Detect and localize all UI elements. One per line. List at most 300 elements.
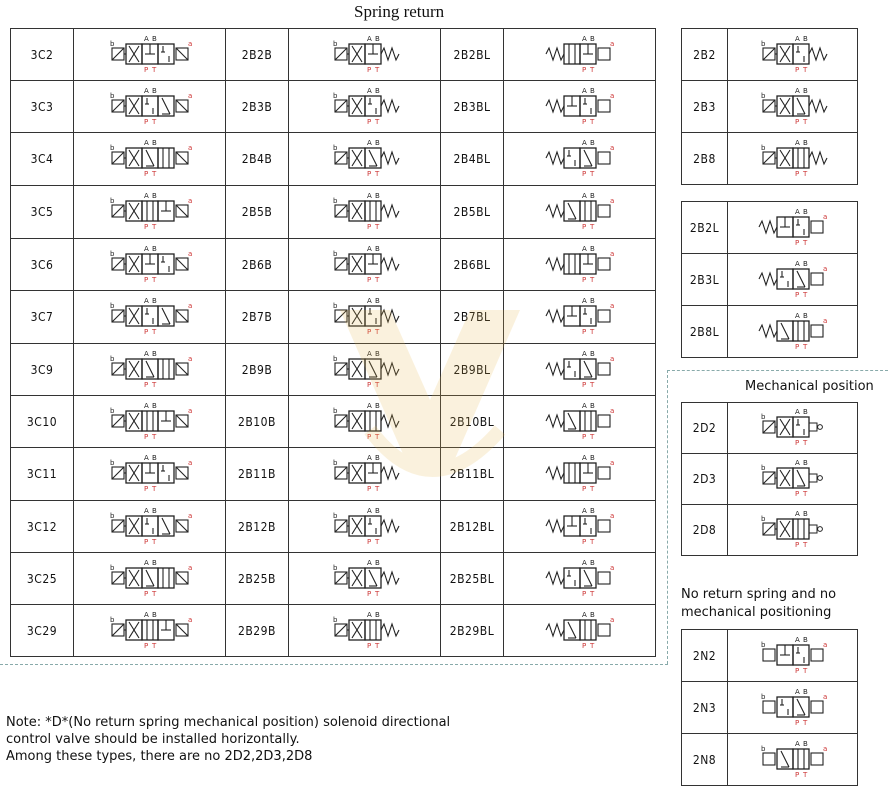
port-t-label: T [802, 439, 808, 447]
valve-symbol [76, 451, 224, 497]
valve-symbol [291, 136, 439, 182]
port-t-label: T [374, 328, 380, 336]
solenoid-b-label: b [760, 143, 766, 152]
port-t-label: T [374, 537, 380, 546]
port-b-label: B [374, 610, 380, 619]
port-b-label: B [151, 297, 157, 305]
solenoid-a-label: a [609, 91, 615, 100]
port-a-label: A [581, 558, 587, 567]
model-code: 2B12BL [441, 501, 504, 553]
valve-symbol-cell [289, 344, 441, 396]
solenoid-a-label: a [187, 563, 193, 572]
port-t-label: T [589, 170, 595, 178]
solenoid-a-label: a [609, 144, 615, 152]
solenoid-b-label: b [332, 39, 338, 48]
port-t-label: T [589, 275, 595, 284]
model-code: 2B2B [226, 29, 289, 81]
valve-symbol [76, 136, 224, 182]
model-code: 3C7 [11, 291, 74, 344]
port-b-label: B [374, 349, 380, 358]
port-a-label: A [143, 297, 149, 305]
valve-symbol [506, 242, 654, 288]
port-b-label: B [374, 192, 380, 200]
port-b-label: B [589, 349, 595, 358]
side-table-mechanical [681, 402, 858, 556]
valve-symbol [730, 84, 856, 130]
model-code: 2N8 [682, 734, 728, 786]
port-a-label: A [366, 558, 372, 567]
port-b-label: B [802, 259, 808, 268]
valve-symbol [730, 309, 856, 355]
model-code: 2B5B [226, 186, 289, 239]
port-p-label: P [581, 380, 587, 389]
port-b-label: B [589, 34, 595, 43]
port-t-label: T [589, 485, 595, 493]
table-row [682, 133, 858, 185]
port-t-label: T [589, 537, 595, 546]
valve-symbol [291, 242, 439, 288]
valve-symbol-cell [504, 501, 656, 553]
valve-symbol [76, 347, 224, 393]
valve-symbol-cell [728, 505, 858, 556]
solenoid-b-label: b [109, 91, 115, 100]
solenoid-b-label: b [332, 144, 338, 152]
table-row [11, 291, 656, 344]
port-p-label: P [143, 117, 149, 126]
port-p-label: P [143, 641, 149, 650]
solenoid-a-label: a [187, 197, 193, 205]
table-row [11, 605, 656, 657]
port-b-label: B [374, 401, 380, 410]
solenoid-a-label: a [187, 615, 193, 624]
model-code: 3C2 [11, 29, 74, 81]
port-a-label: A [794, 635, 800, 644]
port-a-label: A [143, 244, 149, 253]
table-row [11, 133, 656, 186]
model-code: 2B6BL [441, 239, 504, 291]
port-p-label: P [143, 65, 149, 74]
valve-symbol [506, 347, 654, 393]
port-b-label: B [374, 297, 380, 305]
port-a-label: A [366, 86, 372, 95]
port-b-label: B [802, 459, 808, 467]
port-a-label: A [794, 86, 800, 95]
valve-symbol [730, 405, 856, 451]
solenoid-b-label: b [332, 459, 338, 467]
valve-symbol-cell [728, 29, 858, 81]
solenoid-b-label: b [332, 91, 338, 100]
model-code: 2B6B [226, 239, 289, 291]
model-code: 2B11B [226, 448, 289, 501]
port-t-label: T [589, 432, 595, 441]
port-t-label: T [374, 589, 380, 598]
port-p-label: P [366, 641, 372, 650]
port-p-label: P [143, 223, 149, 231]
port-t-label: T [374, 275, 380, 284]
port-p-label: P [581, 432, 587, 441]
table-row [11, 448, 656, 501]
valve-symbol [76, 32, 224, 78]
model-code: 3C12 [11, 501, 74, 553]
model-code: 2N3 [682, 682, 728, 734]
port-b-label: B [589, 139, 595, 147]
port-p-label: P [143, 537, 149, 546]
port-b-label: B [802, 739, 808, 748]
model-code: 2B2L [682, 202, 728, 254]
port-b-label: B [802, 86, 808, 95]
port-p-label: P [366, 380, 372, 389]
port-a-label: A [581, 297, 587, 305]
port-t-label: T [374, 641, 380, 650]
port-b-label: B [802, 510, 808, 518]
valve-symbol [506, 189, 654, 235]
model-code: 3C11 [11, 448, 74, 501]
valve-symbol-cell [74, 553, 226, 605]
solenoid-a-label: a [822, 316, 828, 325]
port-p-label: P [581, 328, 587, 336]
port-t-label: T [151, 328, 157, 336]
valve-symbol-cell [728, 202, 858, 254]
port-a-label: A [366, 139, 372, 147]
solenoid-a-label: a [187, 249, 193, 258]
valve-symbol-cell [74, 605, 226, 657]
solenoid-b-label: b [109, 459, 115, 467]
port-b-label: B [802, 207, 808, 216]
port-p-label: P [794, 238, 800, 247]
valve-symbol-cell [289, 396, 441, 448]
port-a-label: A [143, 86, 149, 95]
port-p-label: P [581, 223, 587, 231]
port-b-label: B [802, 635, 808, 644]
port-p-label: P [143, 170, 149, 178]
valve-symbol-cell [74, 81, 226, 133]
valve-symbol [506, 504, 654, 550]
valve-symbol [730, 456, 856, 502]
model-code: 3C5 [11, 186, 74, 239]
valve-symbol [291, 399, 439, 445]
valve-symbol [730, 633, 856, 679]
solenoid-b-label: b [109, 302, 115, 310]
port-a-label: A [366, 454, 372, 462]
valve-symbol [291, 84, 439, 130]
dashed-divider-vertical [667, 370, 668, 664]
port-b-label: B [802, 138, 808, 147]
solenoid-b-label: b [760, 640, 766, 649]
port-p-label: P [143, 275, 149, 284]
mechanical-position-label: Mechanical position [745, 379, 874, 394]
valve-symbol [506, 84, 654, 130]
port-a-label: A [366, 192, 372, 200]
port-a-label: A [581, 244, 587, 253]
port-p-label: P [366, 432, 372, 441]
valve-symbol [76, 294, 224, 340]
valve-symbol [730, 205, 856, 251]
port-a-label: A [581, 192, 587, 200]
port-a-label: A [143, 349, 149, 358]
model-code: 2B9BL [441, 344, 504, 396]
port-a-label: A [794, 687, 800, 696]
model-code: 3C10 [11, 396, 74, 448]
port-b-label: B [374, 558, 380, 567]
port-t-label: T [151, 641, 157, 650]
port-p-label: P [581, 537, 587, 546]
port-a-label: A [143, 401, 149, 410]
model-code: 3C4 [11, 133, 74, 186]
port-p-label: P [143, 380, 149, 389]
table-row [11, 396, 656, 448]
valve-symbol-cell [289, 239, 441, 291]
solenoid-a-label: a [187, 91, 193, 100]
solenoid-b-label: b [760, 464, 766, 472]
port-p-label: P [581, 641, 587, 650]
port-t-label: T [802, 490, 808, 498]
valve-symbol-cell [504, 186, 656, 239]
solenoid-b-label: b [760, 39, 766, 48]
model-code: 2B4BL [441, 133, 504, 186]
port-a-label: A [794, 311, 800, 320]
port-t-label: T [374, 65, 380, 74]
solenoid-b-label: b [109, 197, 115, 205]
valve-symbol-cell [728, 682, 858, 734]
valve-symbol-cell [74, 448, 226, 501]
port-p-label: P [794, 439, 800, 447]
model-code: 2B10B [226, 396, 289, 448]
valve-symbol-cell [289, 29, 441, 81]
side-table-no-spring [681, 629, 858, 786]
solenoid-b-label: b [109, 354, 115, 363]
model-code: 3C6 [11, 239, 74, 291]
valve-symbol-cell [504, 29, 656, 81]
port-t-label: T [151, 223, 157, 231]
table-row [11, 553, 656, 605]
port-p-label: P [794, 666, 800, 675]
solenoid-a-label: a [822, 212, 828, 221]
port-a-label: A [366, 244, 372, 253]
solenoid-a-label: a [609, 563, 615, 572]
port-t-label: T [374, 117, 380, 126]
port-p-label: P [581, 275, 587, 284]
spring-return-table [10, 28, 656, 657]
port-t-label: T [151, 117, 157, 126]
model-code: 2B12B [226, 501, 289, 553]
port-p-label: P [366, 328, 372, 336]
port-b-label: B [589, 244, 595, 253]
valve-symbol [730, 685, 856, 731]
solenoid-a-label: a [822, 744, 828, 753]
valve-symbol-cell [504, 605, 656, 657]
port-a-label: A [143, 610, 149, 619]
port-b-label: B [589, 86, 595, 95]
port-b-label: B [151, 34, 157, 43]
port-a-label: A [794, 138, 800, 147]
port-p-label: P [581, 485, 587, 493]
port-a-label: A [143, 506, 149, 515]
table-row [682, 505, 858, 556]
port-p-label: P [366, 170, 372, 178]
port-t-label: T [374, 223, 380, 231]
valve-symbol-cell [74, 29, 226, 81]
port-t-label: T [151, 589, 157, 598]
port-b-label: B [374, 34, 380, 43]
valve-symbol [730, 737, 856, 783]
port-p-label: P [366, 275, 372, 284]
port-t-label: T [589, 380, 595, 389]
port-p-label: P [366, 117, 372, 126]
port-t-label: T [802, 290, 808, 299]
port-t-label: T [151, 432, 157, 441]
port-p-label: P [794, 718, 800, 727]
port-b-label: B [374, 454, 380, 462]
valve-symbol [730, 32, 856, 78]
port-a-label: A [581, 401, 587, 410]
port-t-label: T [802, 65, 808, 74]
port-p-label: P [143, 432, 149, 441]
valve-symbol-cell [728, 306, 858, 358]
port-t-label: T [802, 666, 808, 675]
valve-symbol-cell [504, 448, 656, 501]
port-p-label: P [794, 770, 800, 779]
model-code: 2B8L [682, 306, 728, 358]
port-a-label: A [143, 192, 149, 200]
note-line-2: control valve should be installed horizontally. [6, 732, 300, 747]
solenoid-b-label: b [332, 563, 338, 572]
table-row [682, 403, 858, 454]
model-code: 2B3 [682, 81, 728, 133]
port-b-label: B [151, 139, 157, 147]
model-code: 2B29B [226, 605, 289, 657]
valve-symbol-cell [504, 396, 656, 448]
solenoid-b-label: b [760, 515, 766, 523]
port-b-label: B [151, 192, 157, 200]
side-table-single-solenoid [681, 28, 858, 185]
port-b-label: B [374, 86, 380, 95]
port-b-label: B [802, 34, 808, 43]
valve-symbol [291, 189, 439, 235]
valve-symbol [506, 451, 654, 497]
valve-symbol [76, 189, 224, 235]
port-t-label: T [151, 65, 157, 74]
port-a-label: A [794, 739, 800, 748]
port-p-label: P [794, 290, 800, 299]
solenoid-a-label: a [187, 302, 193, 310]
model-code: 2B25BL [441, 553, 504, 605]
port-a-label: A [366, 349, 372, 358]
port-p-label: P [794, 117, 800, 126]
table-row [682, 454, 858, 505]
valve-symbol [506, 32, 654, 78]
valve-symbol-cell [74, 344, 226, 396]
valve-symbol-cell [74, 186, 226, 239]
port-a-label: A [794, 34, 800, 43]
model-code: 3C9 [11, 344, 74, 396]
valve-symbol-cell [289, 133, 441, 186]
port-a-label: A [143, 139, 149, 147]
solenoid-a-label: a [609, 39, 615, 48]
valve-symbol [76, 608, 224, 654]
model-code: 2B3B [226, 81, 289, 133]
port-a-label: A [581, 610, 587, 619]
solenoid-b-label: b [109, 249, 115, 258]
model-code: 2B29BL [441, 605, 504, 657]
valve-symbol-cell [289, 501, 441, 553]
model-code: 2B11BL [441, 448, 504, 501]
port-t-label: T [802, 770, 808, 779]
port-b-label: B [151, 244, 157, 253]
model-code: 2B8 [682, 133, 728, 185]
solenoid-a-label: a [187, 39, 193, 48]
table-row [11, 501, 656, 553]
solenoid-b-label: b [760, 91, 766, 100]
solenoid-a-label: a [609, 197, 615, 205]
table-row [11, 186, 656, 239]
solenoid-b-label: b [109, 406, 115, 415]
port-p-label: P [366, 485, 372, 493]
port-p-label: P [794, 342, 800, 351]
solenoid-b-label: b [332, 197, 338, 205]
solenoid-b-label: b [109, 511, 115, 520]
valve-symbol [291, 451, 439, 497]
model-code: 2B7B [226, 291, 289, 344]
port-p-label: P [366, 65, 372, 74]
table-row [11, 239, 656, 291]
side-table-single-solenoid-left [681, 201, 858, 358]
port-b-label: B [151, 610, 157, 619]
port-t-label: T [151, 485, 157, 493]
valve-symbol-cell [728, 454, 858, 505]
port-a-label: A [794, 459, 800, 467]
valve-symbol-cell [289, 81, 441, 133]
valve-symbol-cell [504, 81, 656, 133]
model-code: 2B25B [226, 553, 289, 605]
valve-symbol [730, 257, 856, 303]
port-t-label: T [151, 275, 157, 284]
solenoid-a-label: a [187, 144, 193, 152]
table-row [682, 306, 858, 358]
solenoid-b-label: b [760, 413, 766, 421]
valve-symbol [506, 556, 654, 602]
valve-symbol [506, 399, 654, 445]
valve-symbol-cell [504, 553, 656, 605]
port-b-label: B [151, 401, 157, 410]
solenoid-b-label: b [109, 563, 115, 572]
solenoid-a-label: a [609, 249, 615, 258]
solenoid-b-label: b [109, 615, 115, 624]
chart-title: Spring return [354, 2, 445, 21]
port-t-label: T [802, 541, 808, 549]
port-a-label: A [581, 349, 587, 358]
model-code: 2D8 [682, 505, 728, 556]
port-b-label: B [151, 558, 157, 567]
valve-symbol [76, 242, 224, 288]
valve-symbol-cell [728, 81, 858, 133]
table-row [682, 202, 858, 254]
solenoid-a-label: a [609, 615, 615, 624]
port-a-label: A [581, 34, 587, 43]
port-p-label: P [143, 485, 149, 493]
table-row [11, 29, 656, 81]
port-t-label: T [374, 170, 380, 178]
port-p-label: P [794, 490, 800, 498]
port-b-label: B [589, 454, 595, 462]
solenoid-a-label: a [609, 406, 615, 415]
port-t-label: T [802, 169, 808, 178]
port-t-label: T [802, 117, 808, 126]
table-row [11, 81, 656, 133]
solenoid-a-label: a [822, 692, 828, 701]
valve-symbol-cell [289, 186, 441, 239]
table-row [682, 630, 858, 682]
valve-symbol [291, 347, 439, 393]
